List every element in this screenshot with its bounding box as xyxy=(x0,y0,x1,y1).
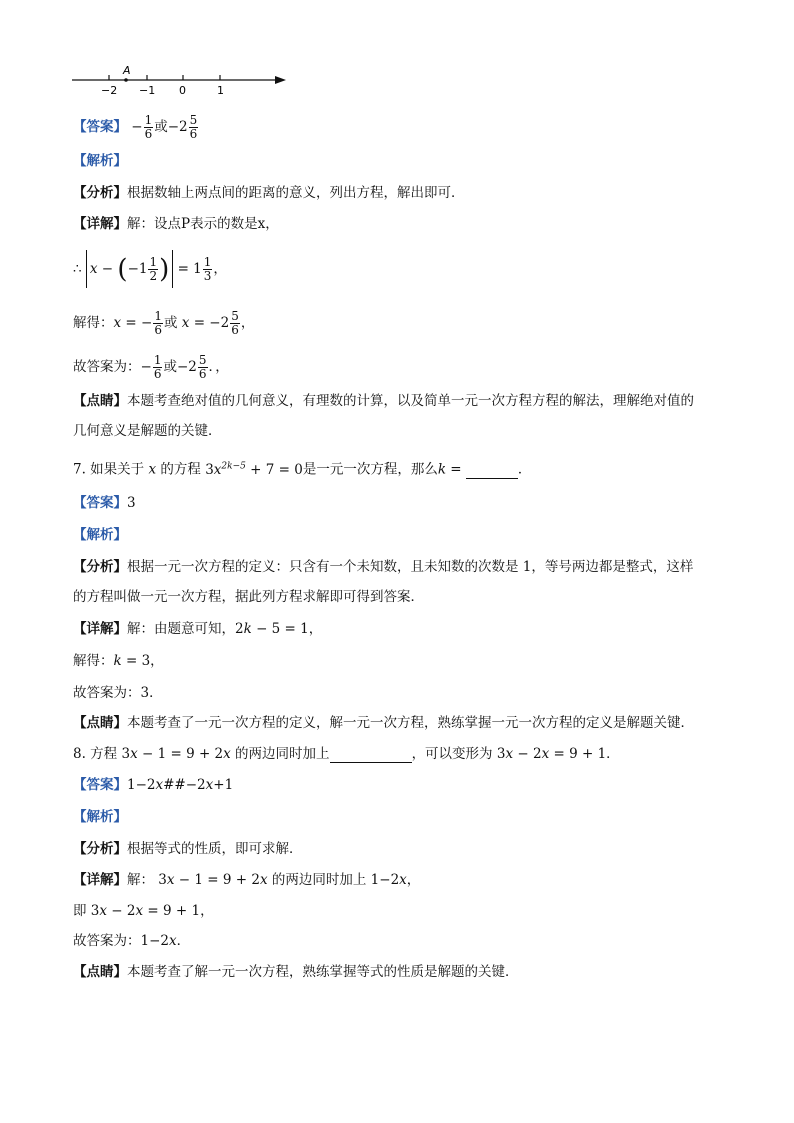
q7-answer-line xyxy=(73,494,136,512)
dianjing-tag: 【点睛】 xyxy=(73,715,127,731)
q7-fenxi-line1: 根据一元一次方程的定义：只含有一个未知数，且未知数的次数是 1，等号两边都是整式，这样 xyxy=(127,559,694,575)
q7-dianjing-text: 本题考查了一元一次方程的定义，解一元一次方程，熟练掌握一元一次方程的定义是解题关键． xyxy=(127,715,694,731)
tick-label-0: 0 xyxy=(179,84,186,97)
fenxi-tag: 【分析】 xyxy=(73,185,127,201)
q7-question-prefix: 7. 如果关于 xyxy=(73,461,145,478)
q8-question-prefix: 8. 方程 3x − 1 = 9 + 2x 的两边同时加上 xyxy=(73,746,330,762)
q7-detail-line xyxy=(73,620,322,638)
q8-result-line xyxy=(73,932,190,950)
q8-question-suffix: ，可以变形为 3x − 2x = 9 + 1． xyxy=(411,746,620,762)
q8-question-line xyxy=(73,745,620,763)
q6-result-line xyxy=(73,354,229,381)
q6-answer-value: − $\frac{1}{6}$ 或−2 $\frac{5}{6}$ xyxy=(131,113,198,141)
q7-question-line xyxy=(73,457,531,479)
q6-analysis-tag: 【解析】 xyxy=(73,153,127,169)
q8-analysis-tag: 【解析】 xyxy=(73,809,127,825)
tick-label-minus-2: −2 xyxy=(101,84,118,97)
q7-result-text: 故答案为：3． xyxy=(73,685,163,701)
detail-tag: 【详解】 xyxy=(73,216,127,232)
q6-equation: ∴ x − (−1 $\frac{1}{2}$ ) = 1 $\frac{1}{3}$ ， xyxy=(73,261,227,277)
q6-detail-text: 解：设点P表示的数是x， xyxy=(127,216,279,232)
q8-dianjing-text: 本题考查了解一元一次方程，熟练掌握等式的性质是解题的关键． xyxy=(127,964,519,980)
answer-tag: 【答案】 xyxy=(73,119,127,135)
q8-result-text: 故答案为：1−2x． xyxy=(73,933,191,949)
q7-question-end: ． xyxy=(517,461,532,478)
q7-fenxi-line2: 的方程叫做一元一次方程，据此列方程求解即可得到答案． xyxy=(73,589,424,605)
q8-answer-line xyxy=(73,776,233,794)
q7-dianjing-line xyxy=(73,714,694,732)
tick-label-1: 1 xyxy=(217,84,224,97)
point-a-label: A xyxy=(123,64,131,77)
number-line-arrow xyxy=(275,76,286,84)
tick-label-minus-1: −1 xyxy=(139,84,156,97)
q6-fenxi-text: 根据数轴上两点间的距离的意义，列出方程，解出即可． xyxy=(127,185,465,201)
dianjing-tag: 【点睛】 xyxy=(73,393,127,409)
q7-question-eq: = xyxy=(446,461,466,478)
q8-detail-line xyxy=(73,871,420,889)
answer-tag: 【答案】 xyxy=(73,495,127,511)
q8-answer-value: 1−2x##−2x+1 xyxy=(127,777,234,793)
detail-tag: 【详解】 xyxy=(73,872,127,888)
detail-tag: 【详解】 xyxy=(73,621,127,637)
q8-answer-blank[interactable] xyxy=(330,748,412,763)
q8-fenxi-text: 根据等式的性质，即可求解． xyxy=(127,841,303,857)
q7-question-mid: 的方程 xyxy=(160,461,201,478)
q7-solve-text: 解得：k = 3， xyxy=(73,653,164,669)
q7-question-suffix: 是一元一次方程，那么 xyxy=(302,461,438,478)
q6-solve-line xyxy=(73,310,254,337)
q7-equation: $3x^{2k-5} + 7 = 0$ xyxy=(205,461,303,478)
fenxi-tag: 【分析】 xyxy=(73,841,127,857)
q7-question-k: k xyxy=(437,461,447,478)
answer-tag: 【答案】 xyxy=(73,777,127,793)
q7-fenxi-line xyxy=(73,558,693,576)
point-a xyxy=(124,78,128,82)
fenxi-tag: 【分析】 xyxy=(73,559,127,575)
q7-analysis-tag: 【解析】 xyxy=(73,527,127,543)
q6-fenxi-line xyxy=(73,184,465,202)
q7-answer-blank[interactable] xyxy=(466,464,518,479)
number-line-figure xyxy=(68,62,293,98)
q8-ji-text: 即 3x − 2x = 9 + 1， xyxy=(73,903,214,919)
q6-answer-line xyxy=(73,114,199,141)
q7-question-var: x xyxy=(148,461,157,478)
q8-detail-text: 解： 3x − 1 = 9 + 2x 的两边同时加上 1−2x， xyxy=(127,872,421,888)
q6-dianjing-line1: 本题考查绝对值的几何意义，有理数的计算，以及简单一元一次方程方程的解法，理解绝对值的 xyxy=(127,393,694,409)
q8-ji-line xyxy=(73,902,214,920)
dianjing-tag: 【点睛】 xyxy=(73,964,127,980)
q7-answer-value: 3 xyxy=(127,495,136,511)
q8-fenxi-line xyxy=(73,840,303,858)
q6-dianjing-line xyxy=(73,392,694,410)
q8-dianjing-line xyxy=(73,963,519,981)
q7-detail-text: 解：由题意可知，2k − 5 = 1， xyxy=(127,621,323,637)
q6-equation-line xyxy=(73,250,227,288)
q7-solve-line xyxy=(73,652,164,670)
q6-dianjing-line2: 几何意义是解题的关键． xyxy=(73,423,222,439)
q6-detail-line xyxy=(73,215,279,233)
q6-result-text: 故答案为：− $\frac{1}{6}$ 或−2 $\frac{5}{6}$ ．， xyxy=(73,353,229,381)
q6-solve-text: 解得：x = − $\frac{1}{6}$ 或 x = −2 $\frac{5}{6}$ ， xyxy=(73,309,255,337)
